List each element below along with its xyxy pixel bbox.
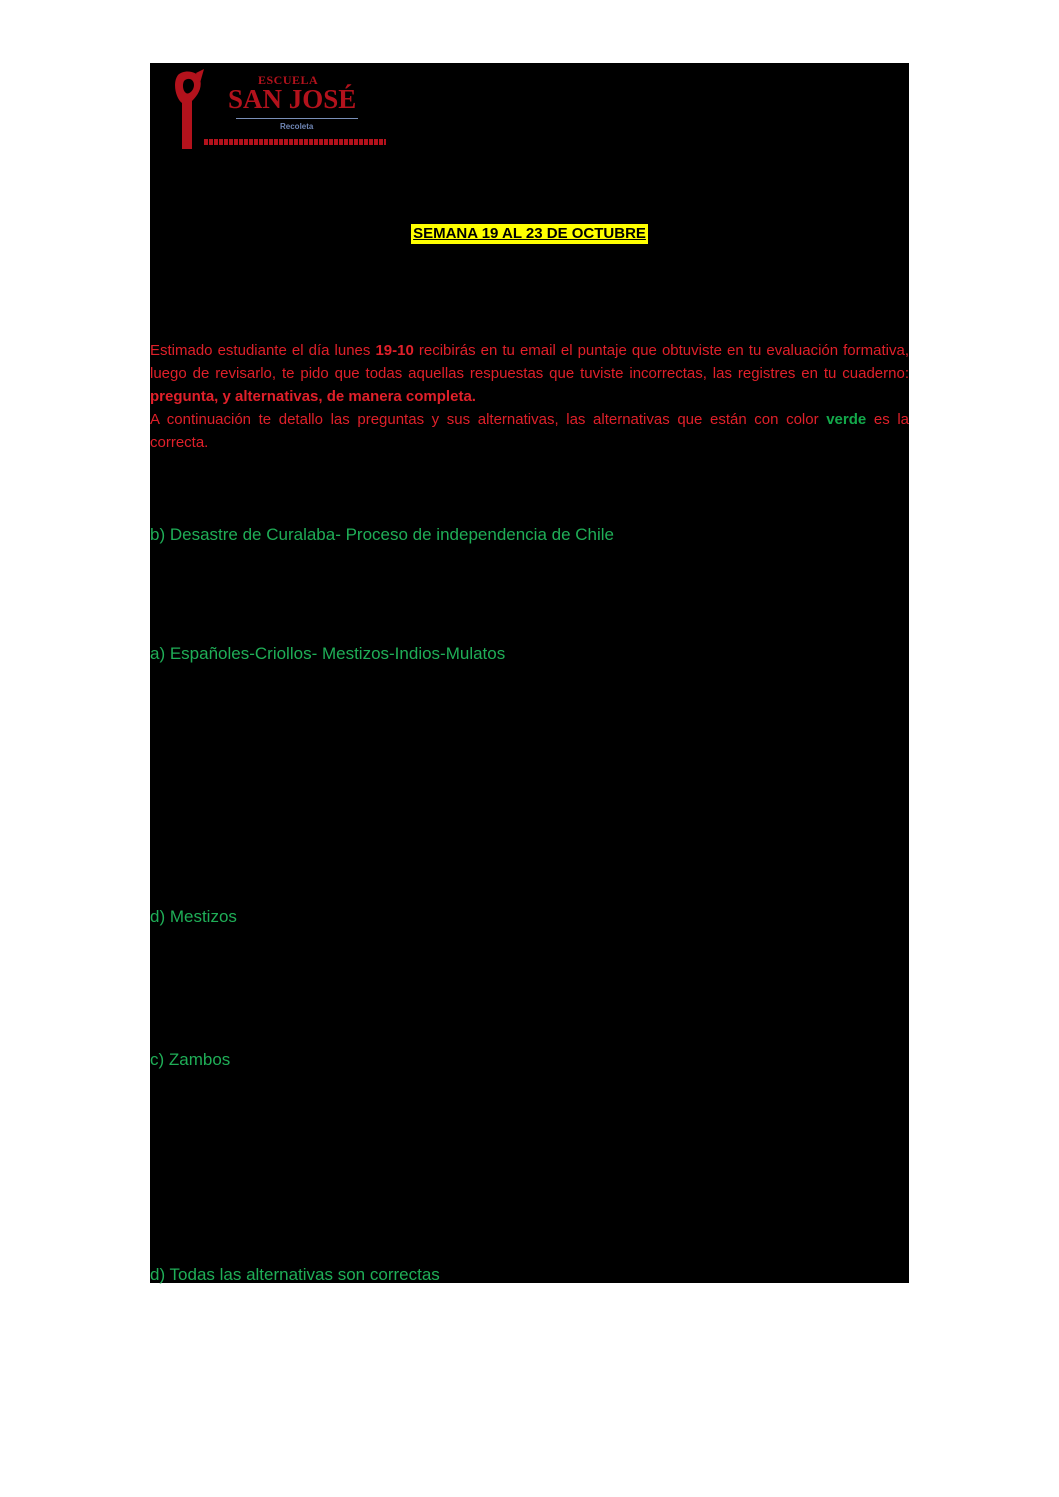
intro-text: [150, 339, 909, 454]
answer-item-2: a) Españoles-Criollos- Mestizos-Indios-Mulatos: [150, 644, 506, 663]
intro-p2-a: A continuación te detallo las preguntas y sus alternativas, las alternativas que están con color: [150, 411, 827, 428]
intro-p2-c: es la correcta.: [150, 411, 909, 451]
logo-school-name: SAN JOSÉ: [228, 84, 357, 114]
intro-p1-emphasis: pregunta, y alternativas, de manera completa.: [150, 388, 476, 405]
page-title: [150, 224, 909, 244]
intro-p1-date: 19-10: [375, 342, 414, 359]
answer-item-5: d) Todas las alternativas son correctas: [150, 1265, 440, 1284]
intro-p2-green-word: verde: [826, 411, 867, 428]
intro-paragraph-1: [150, 339, 909, 408]
logo-eyebrow: ESCUELA: [258, 73, 319, 87]
intro-p1-a: Estimado estudiante el día lunes: [150, 342, 376, 359]
logo-tagline-graphic: [204, 139, 386, 145]
answer-item-3: d) Mestizos: [150, 907, 237, 926]
logo-city: Recoleta: [280, 122, 314, 131]
page-title-text: SEMANA 19 AL 23 DE OCTUBRE: [413, 225, 646, 242]
logo-divider: [236, 118, 358, 119]
intro-paragraph-2: [150, 408, 909, 454]
school-logo: [170, 67, 390, 153]
intro-p1-c: recibirás en tu email el puntaje que obtuviste en tu evaluación formativa, luego de revisarlo, te pido que todas aquellas respuestas que tuviste incorrectas, las registres en tu cuaderno:: [150, 342, 909, 382]
answer-item-4: c) Zambos: [150, 1050, 231, 1069]
document-page: [150, 63, 909, 1283]
answer-item-1: b) Desastre de Curalaba- Proceso de independencia de Chile: [150, 525, 615, 544]
